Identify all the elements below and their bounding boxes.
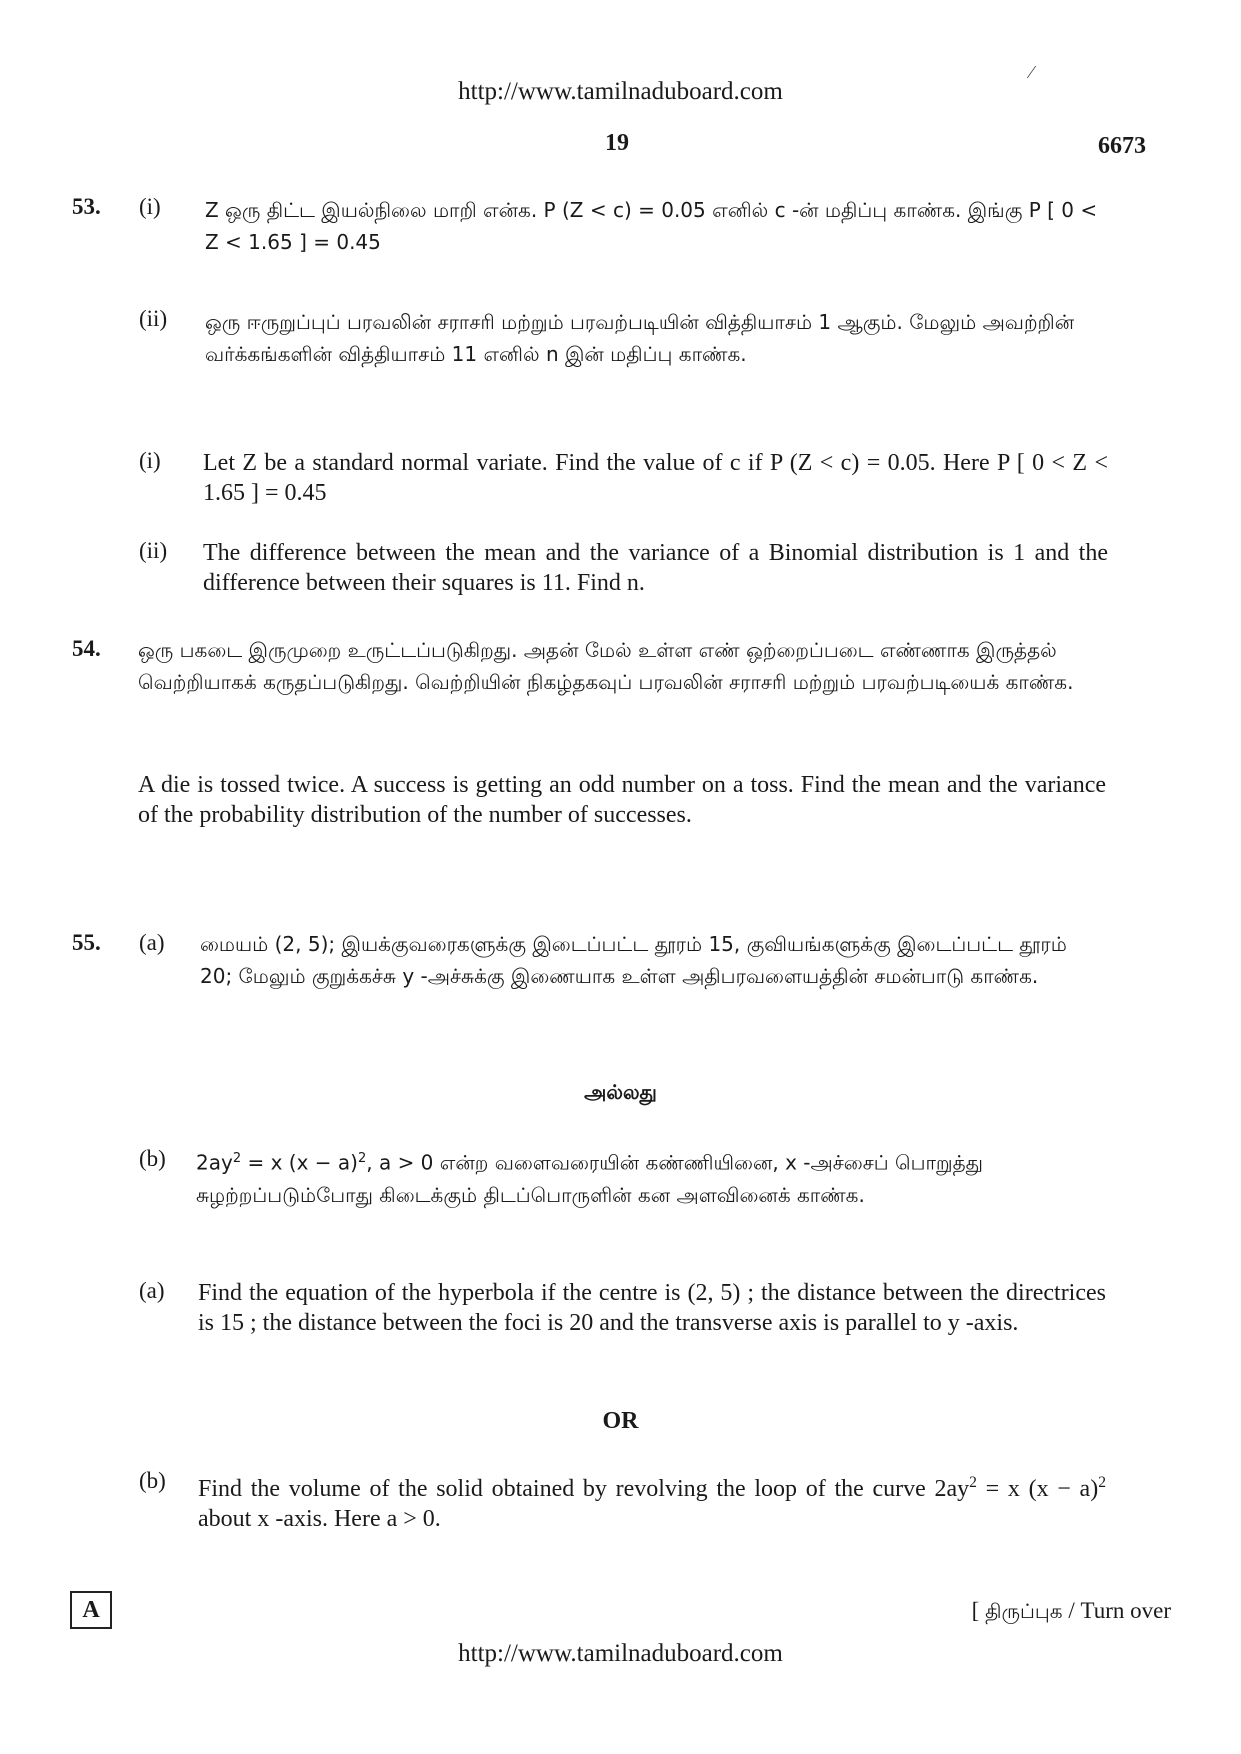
q53-tamil-ii: ஒரு ஈருறுப்புப் பரவலின் சராசரி மற்றும் பரவற்படியின் வித்தியாசம் 1 ஆகும். மேலும் அவற்றின் வர்க்கங்களின் வித்தியாசம் 11 எனில் n இன் மதிப்பு காண்க. [205, 310, 1075, 366]
q53-tamil-i-label: (i) [139, 194, 161, 219]
pen-mark: ⁄ [1030, 62, 1034, 82]
q55-tamil-a: மையம் (2, 5); இயக்குவரைகளுக்கு இடைப்பட்ட தூரம் 15, குவியங்களுக்கு இடைப்பட்ட தூரம் 20; மேலும் குறுக்கச்சு y -அச்சுக்கு இணையாக உள்ள அதிபரவளையத்தின் சமன்பாடு காண்க. [200, 932, 1067, 988]
q53-english-ii: The difference between the mean and the variance of a Binomial distribution is 1 and the difference between their squares is 11. Find n. [203, 540, 1108, 596]
q53-tamil-i: Z ஒரு திட்ட இயல்நிலை மாறி என்க. P (Z < c) = 0.05 எனில் c -ன் மதிப்பு காண்க. இங்கு P [ 0 < Z < 1.65 ] = 0.45 [205, 198, 1098, 254]
q55-english-a: Find the equation of the hyperbola if the centre is (2, 5) ; the distance between the directrices is 15 ; the distance between the foci is 20 and the transverse axis is parallel to y -axis. [198, 1280, 1106, 1336]
q55-english-b: Find the volume of the solid obtained by revolving the loop of the curve $2ay^2 = x$ $(x - a)^2$ about x -axis. Here a > 0. [198, 1474, 1106, 1532]
q55-english-b-label: (b) [139, 1468, 166, 1493]
turn-over-note: [ திருப்புக / Turn over [971, 1598, 1171, 1623]
q55-tamil-or: அல்லது [584, 1080, 657, 1104]
q55-tamil-b: $2ay^2 = x$ $(x - a)^2$, a > 0 என்ற வளைவரையின் கண்ணியினை, x -அச்சைப் பொறுத்து சுழற்றப்படும்போது கிடைக்கும் திடப்பொருளின் கன அளவினைக் காண்க. [196, 1150, 984, 1207]
header-url: http://www.tamilnaduboard.com [458, 78, 783, 105]
q53-english-ii-label: (ii) [139, 538, 168, 563]
page-number: 19 [605, 130, 629, 156]
version-box: A [70, 1591, 112, 1629]
paper-code: 6673 [1098, 133, 1146, 159]
q53-english-i: Let Z be a standard normal variate. Find the value of c if P (Z < c) = 0.05. Here P [ 0 < Z < 1.65 ] = 0.45 [203, 450, 1108, 506]
q54-english: A die is tossed twice. A success is getting an odd number on a toss. Find the mean and the variance of the probability distribution of the number of successes. [138, 772, 1106, 828]
question-53-number: 53. [72, 194, 101, 219]
q53-english-i-label: (i) [139, 448, 161, 473]
q55-english-a-label: (a) [139, 1278, 165, 1303]
q55-english-or: OR [602, 1408, 639, 1434]
q55-tamil-b-label: (b) [139, 1146, 166, 1171]
q55-tamil-a-label: (a) [139, 930, 165, 955]
q53-tamil-ii-label: (ii) [139, 306, 168, 331]
footer-url: http://www.tamilnaduboard.com [458, 1640, 783, 1667]
question-54-number: 54. [72, 636, 101, 661]
q54-tamil: ஒரு பகடை இருமுறை உருட்டப்படுகிறது. அதன் மேல் உள்ள எண் ஒற்றைப்படை எண்ணாக இருத்தல் வெற்றியாகக் கருதப்படுகிறது. வெற்றியின் நிகழ்தகவுப் பரவலின் சராசரி மற்றும் பரவற்படியைக் காண்க. [138, 638, 1074, 694]
question-55-number: 55. [72, 930, 101, 955]
